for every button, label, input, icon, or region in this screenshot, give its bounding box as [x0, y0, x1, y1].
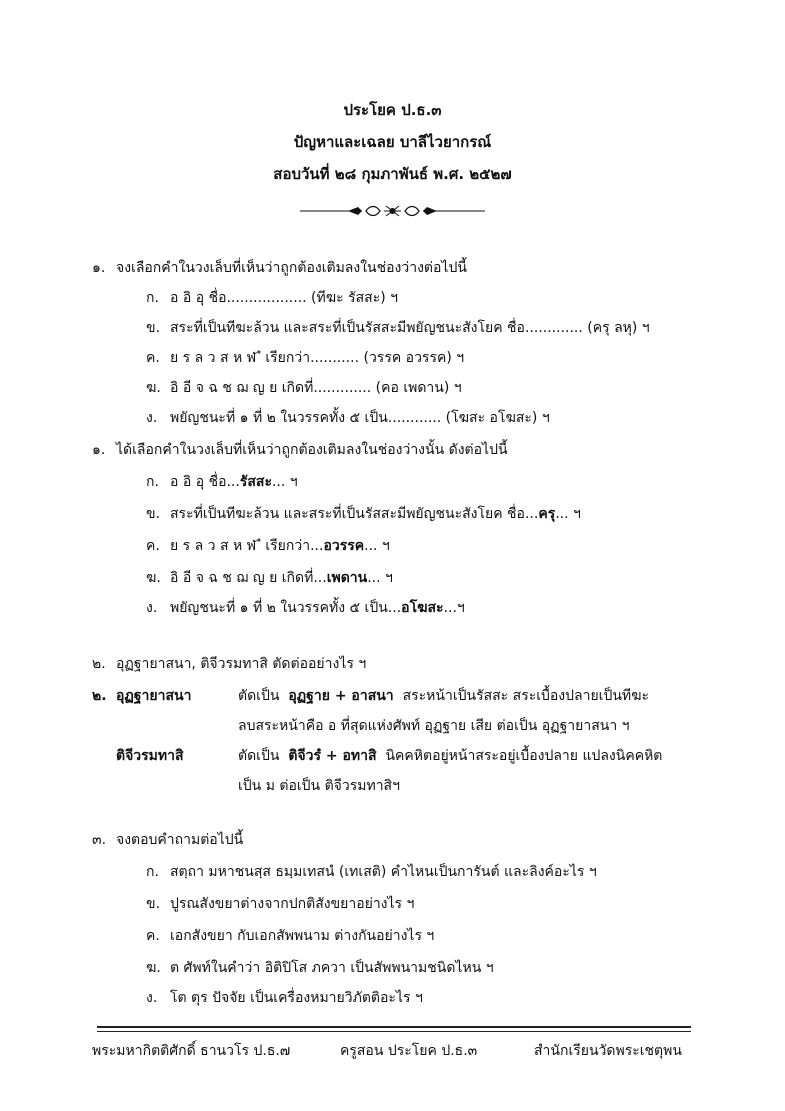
question-3-item-a: ก. สตฺถา มหาชนสฺส ธมฺมเทสนํ (เทเสติ) คำไหนเป็นการันต์ และลิงค์อะไร ฯ — [146, 864, 597, 880]
answer-2-word-2: ติจีวรมทาสิ ตัดเป็น ติจีวรํ + อทาสิ นิคคหิตอยู่หน้าสระอยู่เบื้องปลาย แปลงนิคคหิต — [116, 748, 663, 764]
title-line-1: ประโยค ป.ธ.๓ — [343, 101, 442, 119]
footer-rule-thin — [97, 1031, 691, 1032]
question-2: ๒. อุฏฐายาสนา, ติจีวรมทาสิ ตัดต่ออย่างไร ฯ — [92, 656, 367, 672]
title-line-3: สอบวันที่ ๒๘ กุมภาพันธ์ พ.ศ. ๒๕๒๗ — [273, 165, 512, 183]
question-1 — [92, 258, 467, 278]
answer-2-word-1-line-2: ลบสระหน้าคือ อ ที่สุดแห่งศัพท์ อุฏฐาย เสีย ต่อเป็น อุฏฐายาสนา ฯ — [238, 718, 630, 734]
question-3-item-e: ง. โต ตุร ปัจจัย เป็นเครื่องหมายวิภัตติอะไร ฯ — [146, 990, 423, 1006]
question-1-item-e: ง. พยัญชนะที่ ๑ ที่ ๒ ในวรรคทั้ง ๕ เป็น............ (โฆสะ อโฆสะ) ฯ — [146, 410, 550, 426]
answer-1 — [92, 440, 508, 460]
answer-1-item-e: ง. พยัญชนะที่ ๑ ที่ ๒ ในวรรคทั้ง ๕ เป็น...อโฆสะ...ฯ — [146, 600, 465, 616]
question-1-item-a: ก. อ อิ อุ ชื่อ.................. (ทีฆะ รัสสะ) ฯ — [146, 290, 398, 306]
question-1-item-c: ค. ย ร ล ว ส ห ฬ ํ เรียกว่า........... (วรรค อวรรค) ฯ — [146, 350, 465, 366]
footer-institution: สำนักเรียนวัดพระเชตุพน — [534, 1043, 682, 1059]
answer-text: ได้เลือกคำในวงเล็บที่เห็นว่าถูกต้องเติมลงในช่องว่างนั้น ดังต่อไปนี้ — [116, 442, 508, 458]
title-line-2: ปัญหาและเฉลย บาลีไวยากรณ์ — [293, 133, 492, 151]
footer-rule-thick — [97, 1026, 691, 1028]
answer-1-item-c: ค. ย ร ล ว ส ห ฬ ํ เรียกว่า...อวรรค... ฯ — [146, 538, 390, 554]
answer-1-item-b: ข. สระที่เป็นทีฆะล้วน และสระที่เป็นรัสสะมีพยัญชนะสังโยค ชื่อ...ครุ... ฯ — [146, 506, 581, 522]
question-text: จงเลือกคำในวงเล็บที่เห็นว่าถูกต้องเติมลงในช่องว่างต่อไปนี้ — [116, 260, 467, 276]
question-1-item-b: ข. สระที่เป็นทีฆะล้วน และสระที่เป็นรัสสะมีพยัญชนะสังโยค ชื่อ............. (ครุ ลหุ) ฯ — [146, 320, 650, 336]
question-3-item-c: ค. เอกสังขยา กับเอกสัพพนาม ต่างกันอย่างไร ฯ — [146, 928, 435, 944]
question-3-item-d: ฆ. ต ศัพท์ในคำว่า อิติปิโส ภควา เป็นสัพพนามชนิดไหน ฯ — [146, 960, 494, 976]
footer-author: พระมหากิตติศักดิ์ ธานวโร ป.ธ.๗ — [92, 1043, 291, 1059]
answer-2-word-1: ๒. อุฏฐายาสนา ตัดเป็น อุฏฐาย + อาสนา สระหน้าเป็นรัสสะ สระเบื้องปลายเป็นทีฆะ — [92, 688, 650, 704]
answer-2-word-2-line-2: เป็น ม ต่อเป็น ติจีวรมทาสิฯ — [238, 778, 400, 794]
footer-role: ครูสอน ประโยค ป.ธ.๓ — [340, 1043, 478, 1059]
answer-1-item-d: ฆ. อิ อี จ ฉ ช ฌ ญ ย เกิดที่...เพดาน... ฯ — [146, 570, 393, 586]
question-1-item-d: ฆ. อิ อี จ ฉ ช ฌ ญ ย เกิดที่............. (คอ เพดาน) ฯ — [146, 380, 462, 396]
question-3: ๓. จงตอบคำถามต่อไปนี้ — [92, 832, 244, 848]
answer-number: ๑. — [92, 442, 106, 458]
question-number: ๑. — [92, 260, 106, 276]
ornament-divider-icon — [300, 203, 485, 219]
answer-1-item-a: ก. อ อิ อุ ชื่อ...รัสสะ... ฯ — [146, 474, 298, 490]
question-3-item-b: ข. ปูรณสังขยาต่างจากปกติสังขยาอย่างไร ฯ — [146, 896, 415, 912]
